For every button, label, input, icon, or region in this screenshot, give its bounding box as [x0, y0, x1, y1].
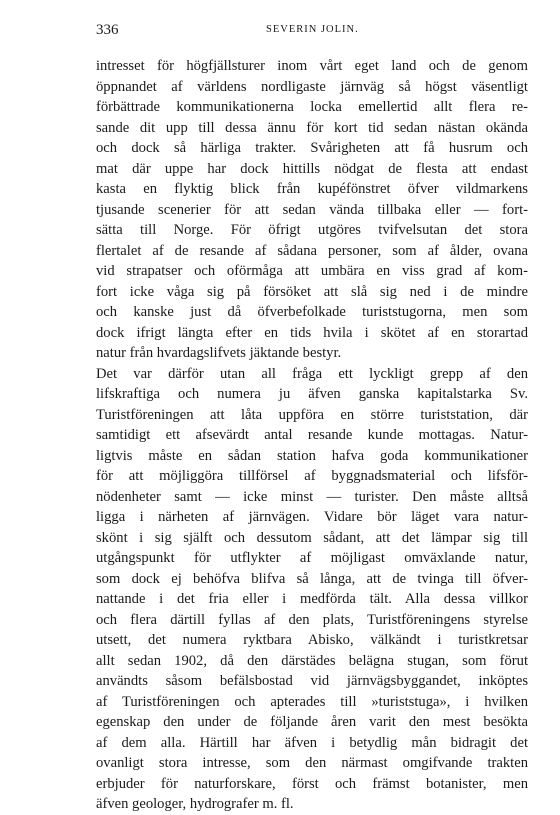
text-line: nödenheter samt — icke minst — turister. Den måste alltså	[96, 488, 528, 505]
text-line: Turistföreningen att låta uppföra en större turiststation, där	[96, 406, 528, 423]
text-line: öppnandet af världens nordligaste järnväg så högst väsentligt	[96, 78, 528, 95]
body-text	[96, 56, 528, 815]
text-line: af Turistföreningen och apterades till »turiststuga», i hvilken	[96, 693, 528, 710]
text-line: och flera därtill fyllas af den plats, Turistföreningens styrelse	[96, 611, 528, 628]
text-line: tjusande scenerier för att sedan vända tillbaka eller — fort-	[96, 201, 528, 218]
text-line: ovanligt stora intresse, som den närmast omgifvande trakten	[96, 755, 528, 771]
paragraph-2	[96, 364, 528, 815]
text-line: natur från hvardagslifvets jäktande bestyr.	[96, 345, 342, 361]
text-line: ligga i närheten af järnvägen. Vidare bör läget vara natur-	[96, 509, 528, 525]
text-line: skönt i sig själft och dessutom sådant, att det lämpar sig till	[96, 529, 528, 546]
text-line: och kanske just då öfverbefolkade turiststugorna, men som	[96, 304, 528, 320]
text-line: flertalet af de resande af sådana personer, som af ålder, ovana	[96, 242, 528, 259]
text-line: af dem alla. Härtill har äfven i betydlig mån bidragit det	[96, 734, 528, 751]
text-line: som dock ej behöfva blifva så långa, att de tvinga till öfver-	[96, 570, 528, 587]
text-line: kasta en flyktig blick från kupéfönstret öfver vildmarkens	[96, 181, 528, 197]
text-line: användts såsom befälsbostad vid järnvägsbyggandet, inköptes	[96, 673, 528, 689]
text-line: nattande i det fria eller i medförda tält. Alla dessa villkor	[96, 591, 528, 607]
text-line: sätta till Norge. För öfrigt utgöres tvifvelsutan det stora	[96, 222, 528, 238]
book-page	[96, 22, 528, 815]
text-line: för att möjliggöra tillförsel af byggnadsmaterial och lifsför-	[96, 468, 528, 484]
text-line: egenskap den under de följande åren varit den mest besökta	[96, 714, 528, 730]
text-line: ligtvis måste en sådan station hafva goda kommunikationer	[96, 447, 528, 464]
text-line: utgångspunkt för utflykter af möjligast omväxlande natur,	[96, 550, 528, 566]
text-line: allt sedan 1902, då den därstädes belägna stugan, som förut	[96, 652, 528, 669]
text-line: vid strapatser och oförmåga att umbära en viss grad af kom-	[96, 263, 528, 279]
text-line: utsett, det numera ryktbara Abisko, välkändt i turistkretsar	[96, 632, 528, 648]
text-line: Det var därför utan all fråga ett lyckligt grepp af den	[96, 365, 528, 382]
paragraph-1	[96, 56, 528, 364]
text-line: erbjuder för naturforskare, först och främst botanister, men	[96, 775, 528, 792]
text-line: lifskraftiga och numera ju äfven ganska kapitalstarka Sv.	[96, 386, 528, 402]
text-line: sande dit upp till dessa ännu för kort tid sedan nästan okända	[96, 119, 528, 136]
text-line: intresset för högfjällsturer inom vårt eget land och de genom	[96, 58, 528, 74]
text-line: samtidigt ett afsevärdt antal resande kunde mottagas. Natur-	[96, 427, 528, 443]
text-line: dock ifrigt längta efter en tids hvila i skötet af en storartad	[96, 324, 528, 341]
page-number: 336	[96, 22, 119, 38]
text-line: mat där uppe har dock hittills nödgat de flesta att endast	[96, 160, 528, 177]
text-line: äfven geologer, hydrografer m. fl.	[96, 796, 294, 812]
text-line: fort icke våga sig på försöket att slå sig ned i de mindre	[96, 283, 528, 300]
text-line: förbättrade kommunikationerna locka emellertid allt flera re-	[96, 99, 528, 115]
running-head	[96, 22, 528, 42]
running-title: SEVERIN JOLIN.	[266, 24, 359, 35]
text-line: och dock så härliga trakter. Svårigheten att få husrum och	[96, 140, 528, 156]
